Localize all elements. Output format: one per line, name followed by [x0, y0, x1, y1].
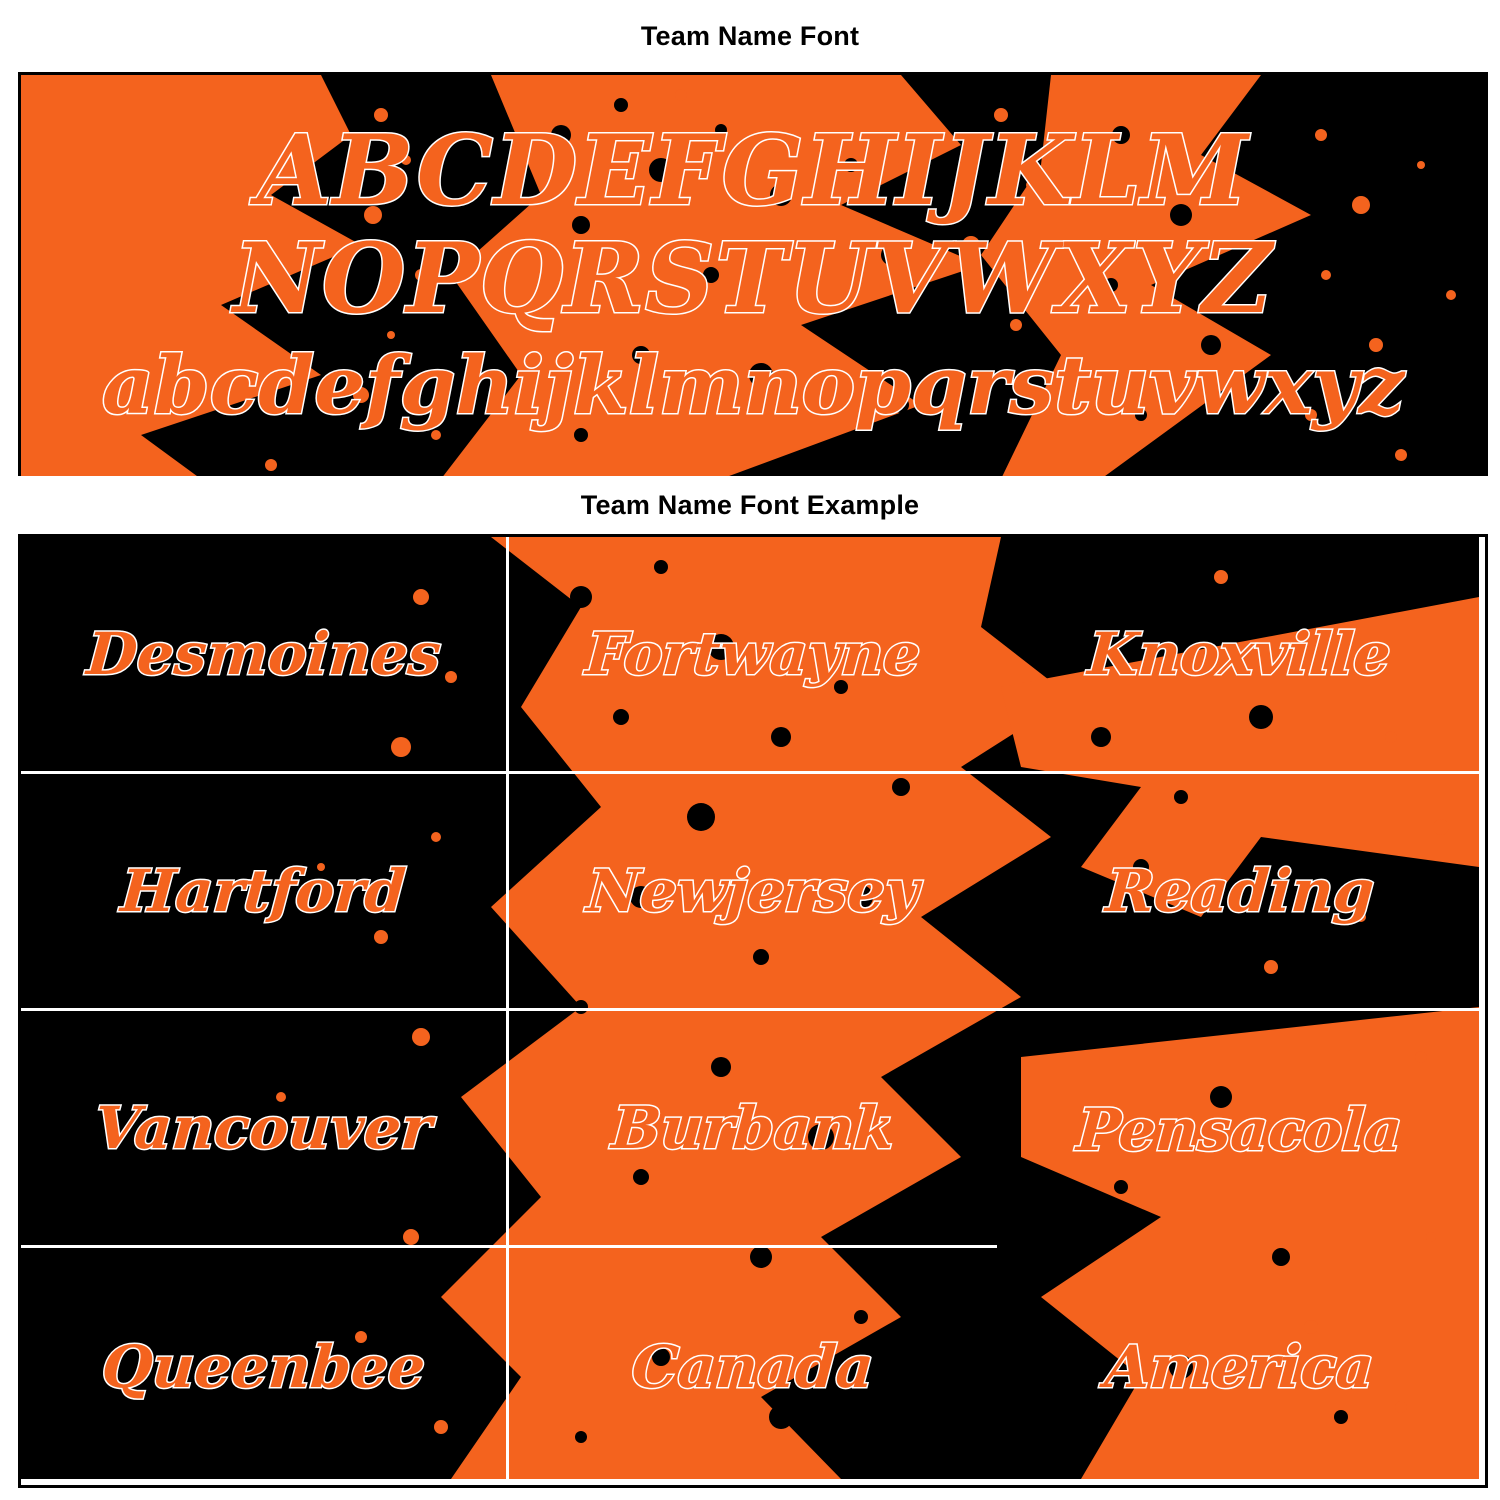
- example-cell: [21, 1011, 509, 1248]
- team-name-label: Newjersey: [584, 857, 922, 925]
- example-cell: [997, 1011, 1485, 1248]
- alphabet-uppercase-row-2: NOPQRSTUVWXYZ: [233, 222, 1273, 335]
- team-name-label: Reading: [1103, 857, 1376, 925]
- section-title-team-name-font-example: Team Name Font Example: [0, 476, 1500, 534]
- alphabet-uppercase-row-1: ABCDEFGHIJKLM: [257, 114, 1249, 227]
- team-name-label: Hartford: [118, 857, 409, 925]
- example-cell: [997, 774, 1485, 1011]
- team-name-label: Fortwayne: [583, 620, 923, 688]
- team-name-label: Pensacola: [1074, 1095, 1405, 1164]
- team-name-label: Knoxville: [1085, 620, 1394, 688]
- team-name-label: Burbank: [609, 1094, 897, 1162]
- example-cell: [509, 774, 997, 1011]
- example-cell: [509, 537, 997, 774]
- example-cell: [509, 1011, 997, 1248]
- example-cell: [21, 1248, 509, 1485]
- team-name-label: Queenbee: [99, 1332, 428, 1401]
- example-cell: [21, 774, 509, 1011]
- team-name-examples-grid: [18, 534, 1488, 1488]
- team-name-label: Desmoines: [84, 620, 443, 688]
- example-cell: [509, 1248, 997, 1485]
- example-cell: [21, 537, 509, 774]
- alphabet-lowercase-row: abcdefghijklmnopqrstuvwxyz: [101, 338, 1405, 432]
- page-title-team-name-font: Team Name Font: [0, 0, 1500, 72]
- alphabet-panel: [18, 72, 1488, 482]
- team-name-label: Canada: [629, 1332, 877, 1401]
- team-name-label: Vancouver: [92, 1094, 435, 1162]
- team-name-label: America: [1102, 1332, 1377, 1401]
- example-cell: [997, 1248, 1485, 1485]
- example-cell: [997, 537, 1485, 774]
